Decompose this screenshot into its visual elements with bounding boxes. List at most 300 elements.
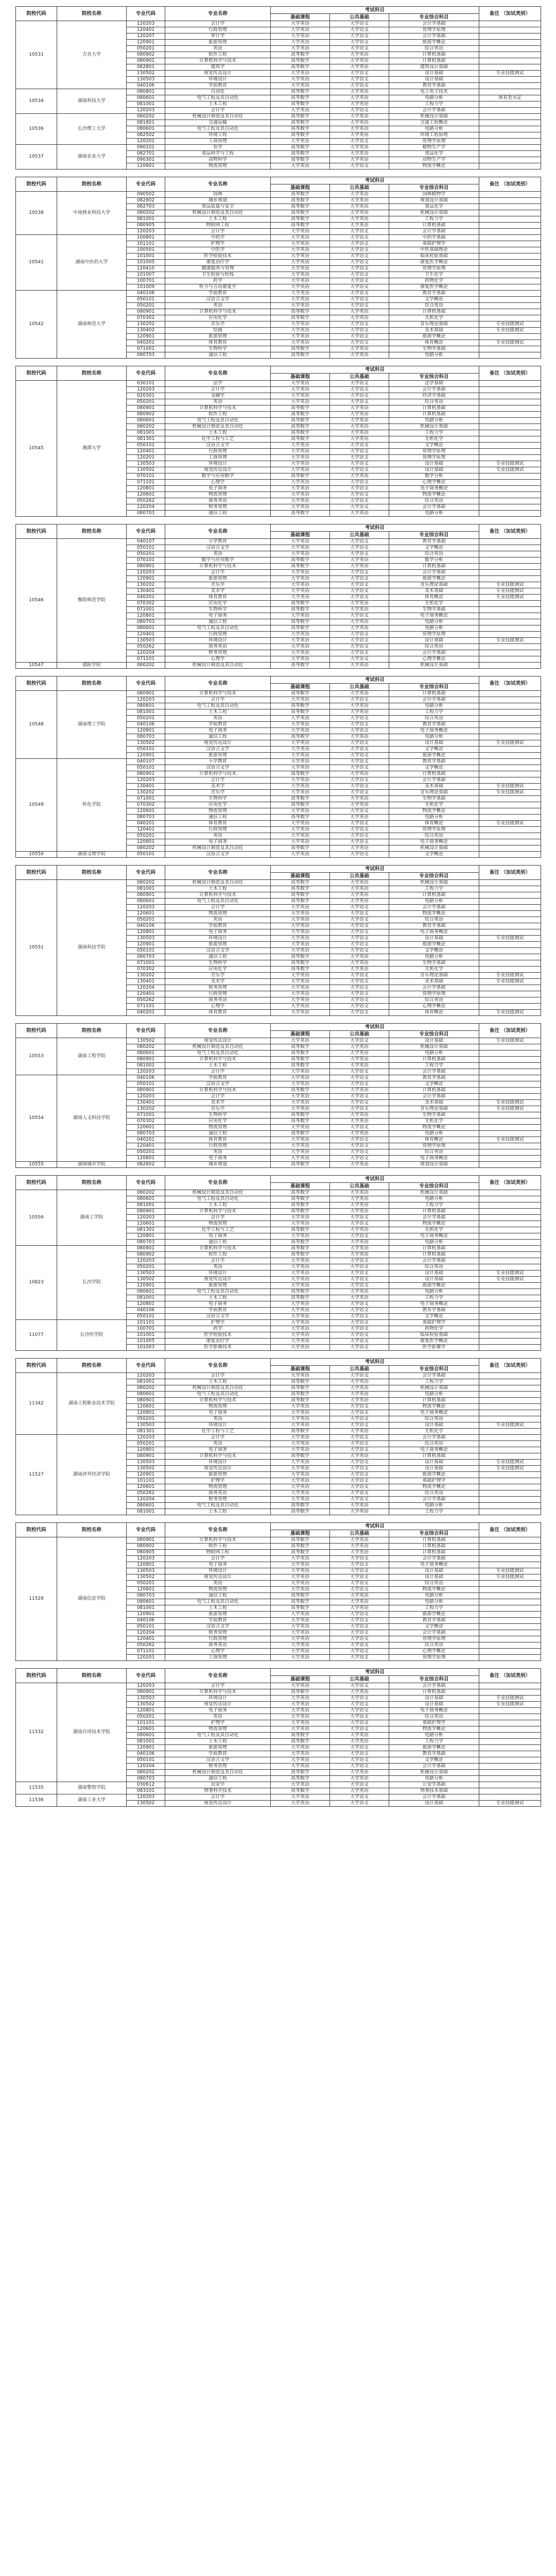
major-name: 土木工程 xyxy=(165,1605,271,1612)
public-subject: 大学语文 xyxy=(330,650,389,656)
basic-subject: 大学英语 xyxy=(271,740,330,747)
note xyxy=(479,1392,541,1398)
major-subject: 电路分析 xyxy=(389,1503,479,1509)
major-code: 130502 xyxy=(127,467,165,473)
note xyxy=(479,1556,541,1562)
note xyxy=(479,1794,541,1801)
public-subject: 大学语文 xyxy=(330,83,389,89)
major-code: 050201 xyxy=(127,551,165,557)
major-subject: 电路分析 xyxy=(389,734,479,740)
note xyxy=(479,1320,541,1326)
header-exam-subjects: 考试科目 xyxy=(271,1024,479,1031)
note: 体育类另定 xyxy=(479,95,541,101)
major-subject: 刑事技术基础 xyxy=(389,1788,479,1794)
public-subject: 大学语文 xyxy=(330,1156,389,1162)
school-code: 10545 xyxy=(16,381,57,517)
public-subject: 大学英语 xyxy=(330,691,389,697)
major-code: 100701 xyxy=(127,278,165,284)
header-major-subject: 专业综合科目 xyxy=(389,14,479,21)
basic-subject: 大学英语 xyxy=(271,1624,330,1630)
public-subject: 大学英语 xyxy=(330,1112,389,1118)
major-name: 计算机科学与技术 xyxy=(165,892,271,899)
public-subject: 大学英语 xyxy=(330,1246,389,1252)
major-name: 学前教育 xyxy=(165,722,271,728)
basic-subject: 大学英语 xyxy=(271,1587,330,1593)
major-code: 082802 xyxy=(127,1162,165,1168)
major-name: 电气工程及其自动化 xyxy=(165,1599,271,1605)
major-code: 050201 xyxy=(127,1264,165,1270)
note xyxy=(479,960,541,967)
basic-subject: 大学英语 xyxy=(271,241,330,247)
major-name: 生物科学 xyxy=(165,607,271,613)
major-code: 120203 xyxy=(127,570,165,576)
basic-subject: 高等数学 xyxy=(271,192,330,198)
public-subject: 大学英语 xyxy=(330,1776,389,1782)
major-subject: 音乐理论基础 xyxy=(389,790,479,796)
basic-subject: 高等数学 xyxy=(271,557,330,564)
header-basic-subject: 基础课程 xyxy=(271,873,330,880)
major-code: 130202 xyxy=(127,321,165,328)
major-name: 会计学 xyxy=(165,1069,271,1075)
note xyxy=(479,557,541,564)
major-code: 082802 xyxy=(127,198,165,204)
public-subject: 大学语文 xyxy=(330,1630,389,1636)
basic-subject: 大学英语 xyxy=(271,551,330,557)
major-code: 120204 xyxy=(127,985,165,991)
note xyxy=(479,1246,541,1252)
major-subject: 会计学基础 xyxy=(389,1764,479,1770)
basic-subject: 高等数学 xyxy=(271,1057,330,1063)
major-name: 软件工程 xyxy=(165,52,271,58)
major-name: 电子商务 xyxy=(165,613,271,619)
basic-subject: 大学英语 xyxy=(271,1100,330,1106)
basic-subject: 大学英语 xyxy=(271,77,330,83)
basic-subject: 高等数学 xyxy=(271,625,330,632)
basic-subject: 高等数学 xyxy=(271,418,330,424)
major-subject: 计算机基础 xyxy=(389,405,479,412)
major-name: 护理学 xyxy=(165,1478,271,1484)
public-subject: 大学英语 xyxy=(330,1063,389,1069)
basic-subject: 大学英语 xyxy=(271,905,330,911)
major-name: 计算机科学与技术 xyxy=(165,405,271,412)
school-code: 11077 xyxy=(16,1320,57,1351)
major-name: 电子商务 xyxy=(165,839,271,845)
basic-subject: 大学英语 xyxy=(271,229,330,235)
major-name: 机械设计制造及其自动化 xyxy=(165,1770,271,1776)
header-school-code: 院校代码 xyxy=(16,366,57,381)
school-code: 10534 xyxy=(16,89,57,114)
header-major-name: 专业名称 xyxy=(165,7,271,21)
basic-subject: 大学英语 xyxy=(271,40,330,46)
note xyxy=(479,1683,541,1689)
major-code: 080905 xyxy=(127,1550,165,1556)
note xyxy=(479,504,541,511)
major-subject: 美术基础 xyxy=(389,784,479,790)
public-subject: 大学英语 xyxy=(330,1788,389,1794)
basic-subject: 大学英语 xyxy=(271,1708,330,1714)
basic-subject: 大学英语 xyxy=(271,545,330,551)
basic-subject: 高等数学 xyxy=(271,691,330,697)
public-subject: 大学语文 xyxy=(330,498,389,504)
major-name: 电子商务 xyxy=(165,1410,271,1416)
major-code: 080601 xyxy=(127,1503,165,1509)
basic-subject: 大学英语 xyxy=(271,570,330,576)
major-subject: 会计学基础 xyxy=(389,1630,479,1636)
header-school-code: 院校代码 xyxy=(16,1669,57,1683)
header-basic-subject: 基础课程 xyxy=(271,1530,330,1537)
note xyxy=(479,1149,541,1156)
table-row xyxy=(16,1794,541,1801)
major-code: 130401 xyxy=(127,784,165,790)
public-subject: 大学语文 xyxy=(330,278,389,284)
major-code: 130401 xyxy=(127,588,165,595)
major-subject: 设计基础 xyxy=(389,936,479,942)
header-major-subject: 专业综合科目 xyxy=(389,374,479,381)
major-name: 物流管理 xyxy=(165,1125,271,1131)
basic-subject: 大学英语 xyxy=(271,1283,330,1289)
note xyxy=(479,923,541,929)
basic-subject: 大学英语 xyxy=(271,1782,330,1788)
major-name: 旅游管理 xyxy=(165,1745,271,1751)
basic-subject: 大学英语 xyxy=(271,911,330,917)
major-code: 120203 xyxy=(127,1556,165,1562)
major-subject: 管理学原理 xyxy=(389,449,479,455)
basic-subject: 大学英语 xyxy=(271,1574,330,1581)
public-subject: 大学英语 xyxy=(330,802,389,808)
note xyxy=(479,315,541,321)
major-name: 物联网工程 xyxy=(165,223,271,229)
major-subject: 美术基础 xyxy=(389,588,479,595)
public-subject: 大学语文 xyxy=(330,1624,389,1630)
note xyxy=(479,650,541,656)
basic-subject: 高等数学 xyxy=(271,1118,330,1125)
note xyxy=(479,1125,541,1131)
basic-subject: 大学英语 xyxy=(271,1258,330,1264)
public-subject: 大学语文 xyxy=(330,759,389,765)
basic-subject: 大学英语 xyxy=(271,1233,330,1240)
major-code: 120203 xyxy=(127,905,165,911)
basic-subject: 高等数学 xyxy=(271,120,330,126)
major-subject: 计算机基础 xyxy=(389,1398,479,1404)
major-subject: 电路分析 xyxy=(389,1593,479,1599)
basic-subject: 高等数学 xyxy=(271,619,330,625)
public-subject: 大学语文 xyxy=(330,241,389,247)
public-subject: 大学英语 xyxy=(330,564,389,570)
major-name: 机械设计制造及其自动化 xyxy=(165,845,271,852)
major-subject: 设计基础 xyxy=(389,77,479,83)
major-name: 物流管理 xyxy=(165,1404,271,1410)
major-name: 食品科学与工程 xyxy=(165,151,271,157)
major-subject: 生物学基础 xyxy=(389,960,479,967)
section-table xyxy=(15,1175,541,1351)
note xyxy=(479,145,541,151)
note xyxy=(479,1472,541,1478)
major-name: 应用化学 xyxy=(165,967,271,973)
major-subject: 无机化学 xyxy=(389,601,479,607)
note xyxy=(479,216,541,223)
table-row xyxy=(16,1782,541,1788)
public-subject: 大学语文 xyxy=(330,291,389,297)
basic-subject: 大学英语 xyxy=(271,1726,330,1733)
major-code: 120203 xyxy=(127,1258,165,1264)
major-name: 汉语言文学 xyxy=(165,1757,271,1764)
major-code: 050262 xyxy=(127,997,165,1004)
major-subject: 体育概论 xyxy=(389,595,479,601)
major-name: 财务管理 xyxy=(165,1497,271,1503)
basic-subject: 高等数学 xyxy=(271,1063,330,1069)
major-subject: 综合英语 xyxy=(389,997,479,1004)
note xyxy=(479,1094,541,1100)
header-major-subject: 专业综合科目 xyxy=(389,873,479,880)
major-name: 学前教育 xyxy=(165,291,271,297)
major-name: 审计学 xyxy=(165,33,271,40)
basic-subject: 大学英语 xyxy=(271,504,330,511)
major-code: 040201 xyxy=(127,1010,165,1016)
note xyxy=(479,1714,541,1720)
note xyxy=(479,1289,541,1295)
header-major-name: 专业名称 xyxy=(165,1359,271,1373)
note xyxy=(479,845,541,852)
basic-subject: 大学英语 xyxy=(271,266,330,272)
major-subject: 综合英语 xyxy=(389,1581,479,1587)
major-name: 应用化学 xyxy=(165,1118,271,1125)
note xyxy=(479,334,541,340)
basic-subject: 高等数学 xyxy=(271,1550,330,1556)
major-subject: 设计基础 xyxy=(389,1422,479,1429)
basic-subject: 高等数学 xyxy=(271,95,330,101)
public-subject: 大学英语 xyxy=(330,1593,389,1599)
header-major-name: 专业名称 xyxy=(165,1669,271,1683)
basic-subject: 大学英语 xyxy=(271,1720,330,1726)
major-subject: 生物学基础 xyxy=(389,346,479,352)
major-subject: 电路分析 xyxy=(389,619,479,625)
basic-subject: 高等数学 xyxy=(271,1252,330,1258)
major-code: 040201 xyxy=(127,595,165,601)
header-note: 备注 （加试类别） xyxy=(479,1024,541,1038)
major-name: 会计学 xyxy=(165,21,271,27)
major-name: 会计学 xyxy=(165,1435,271,1441)
major-code: 080902 xyxy=(127,412,165,418)
major-name: 电气工程及其自动化 xyxy=(165,1503,271,1509)
public-subject: 大学语文 xyxy=(330,1726,389,1733)
major-code: 130502 xyxy=(127,1574,165,1581)
admission-table-document xyxy=(15,6,541,1814)
major-name: 汉语言文学 xyxy=(165,765,271,771)
major-name: 护理学 xyxy=(165,1720,271,1726)
major-subject: 基础护理学 xyxy=(389,1720,479,1726)
major-name: 美术学 xyxy=(165,979,271,985)
major-code: 050201 xyxy=(127,716,165,722)
note xyxy=(479,1726,541,1733)
major-code: 080901 xyxy=(127,1689,165,1696)
major-name: 汉语言文学 xyxy=(165,1314,271,1320)
major-subject: 中医基础理论 xyxy=(389,247,479,253)
note: 专业技能测试 xyxy=(479,588,541,595)
note xyxy=(479,771,541,777)
note xyxy=(479,551,541,557)
section-table xyxy=(15,1358,541,1515)
note xyxy=(479,1630,541,1636)
note xyxy=(479,1131,541,1137)
note: 专业技能测试 xyxy=(479,1010,541,1016)
major-subject: 物流学概论 xyxy=(389,1221,479,1227)
header-major-subject: 专业综合科目 xyxy=(389,1530,479,1537)
basic-subject: 高等数学 xyxy=(271,309,330,315)
basic-subject: 大学英语 xyxy=(271,1345,330,1351)
school-code: 10823 xyxy=(16,1246,57,1320)
major-subject: 管理学原理 xyxy=(389,632,479,638)
note xyxy=(479,1562,541,1568)
major-subject: 物流学概论 xyxy=(389,492,479,498)
note xyxy=(479,291,541,297)
basic-subject: 大学英语 xyxy=(271,1156,330,1162)
basic-subject: 大学英语 xyxy=(271,1320,330,1326)
note xyxy=(479,52,541,58)
major-subject: 心理学概论 xyxy=(389,1004,479,1010)
header-school-name: 院校名称 xyxy=(57,366,127,381)
note xyxy=(479,272,541,278)
basic-subject: 大学英语 xyxy=(271,539,330,545)
public-subject: 大学语文 xyxy=(330,1683,389,1689)
major-subject: 音乐理论基础 xyxy=(389,582,479,588)
public-subject: 大学语文 xyxy=(330,1258,389,1264)
header-major-subject: 专业综合科目 xyxy=(389,1031,479,1038)
major-code: 080901 xyxy=(127,892,165,899)
basic-subject: 大学英语 xyxy=(271,27,330,33)
major-code: 080703 xyxy=(127,815,165,821)
basic-subject: 大学英语 xyxy=(271,1301,330,1308)
major-name: 软件工程 xyxy=(165,1252,271,1258)
major-name: 会计学 xyxy=(165,1373,271,1379)
header-public-subject: 公共基础 xyxy=(330,684,389,691)
basic-subject: 大学英语 xyxy=(271,486,330,492)
major-name: 心理学 xyxy=(165,1649,271,1655)
major-subject: 会计学基础 xyxy=(389,1497,479,1503)
public-subject: 大学英语 xyxy=(330,1544,389,1550)
major-subject: 教育学基础 xyxy=(389,1075,479,1081)
major-name: 土木工程 xyxy=(165,1509,271,1515)
major-code: 081001 xyxy=(127,1202,165,1209)
section-table xyxy=(15,6,541,170)
major-code: 040107 xyxy=(127,759,165,765)
public-subject: 大学英语 xyxy=(330,412,389,418)
major-code: 120401 xyxy=(127,449,165,455)
major-code: 080902 xyxy=(127,1252,165,1258)
note xyxy=(479,89,541,95)
basic-subject: 大学英语 xyxy=(271,443,330,449)
major-name: 英语 xyxy=(165,1416,271,1422)
note xyxy=(479,948,541,954)
public-subject: 大学英语 xyxy=(330,1398,389,1404)
header-basic-subject: 基础课程 xyxy=(271,184,330,192)
major-code: 120204 xyxy=(127,650,165,656)
note xyxy=(479,1581,541,1587)
basic-subject: 大学英语 xyxy=(271,985,330,991)
note xyxy=(479,83,541,89)
major-code: 081301 xyxy=(127,436,165,443)
major-subject: 教育学基础 xyxy=(389,759,479,765)
major-name: 会计学 xyxy=(165,387,271,393)
school-name: 湖南工学院 xyxy=(57,1190,127,1246)
major-code: 080901 xyxy=(127,309,165,315)
major-subject: 机械设计基础 xyxy=(389,663,479,669)
note xyxy=(479,210,541,216)
major-code: 120801 xyxy=(127,486,165,492)
major-subject: 电路分析 xyxy=(389,1289,479,1295)
major-code: 071001 xyxy=(127,960,165,967)
note xyxy=(479,1447,541,1453)
public-subject: 大学语文 xyxy=(330,827,389,833)
major-code: 120203 xyxy=(127,1069,165,1075)
public-subject: 大学英语 xyxy=(330,967,389,973)
major-name: 音乐学 xyxy=(165,790,271,796)
major-subject: 无机化学 xyxy=(389,436,479,443)
major-name: 通信工程 xyxy=(165,1240,271,1246)
school-code: 10537 xyxy=(16,145,57,170)
major-code: 120601 xyxy=(127,492,165,498)
major-subject: 会计学基础 xyxy=(389,570,479,576)
school-name: 湖南科技大学 xyxy=(57,89,127,114)
note xyxy=(479,1720,541,1726)
header-note: 备注 （加试类别） xyxy=(479,676,541,691)
major-name: 汉语言文学 xyxy=(165,1081,271,1088)
public-subject: 大学英语 xyxy=(330,625,389,632)
basic-subject: 高等数学 xyxy=(271,114,330,120)
public-subject: 大学语文 xyxy=(330,340,389,346)
note xyxy=(479,297,541,303)
note xyxy=(479,1509,541,1515)
major-code: 120801 xyxy=(127,1233,165,1240)
major-code: 120601 xyxy=(127,911,165,917)
major-name: 美术学 xyxy=(165,588,271,595)
basic-subject: 大学英语 xyxy=(271,1143,330,1149)
major-name: 数学与应用数学 xyxy=(165,557,271,564)
school-name: 湖南中医药大学 xyxy=(57,235,127,291)
major-name: 会计学 xyxy=(165,1215,271,1221)
public-subject: 大学英语 xyxy=(330,315,389,321)
note xyxy=(479,899,541,905)
major-subject: 设计基础 xyxy=(389,1038,479,1044)
basic-subject: 高等数学 xyxy=(271,1537,330,1544)
header-public-subject: 公共基础 xyxy=(330,14,389,21)
major-code: 082801 xyxy=(127,64,165,71)
major-name: 计算机科学与技术 xyxy=(165,771,271,777)
header-major-subject: 专业综合科目 xyxy=(389,684,479,691)
major-subject: 康复医学概论 xyxy=(389,1338,479,1345)
basic-subject: 大学英语 xyxy=(271,929,330,936)
basic-subject: 高等数学 xyxy=(271,880,330,886)
major-subject: 教育学基础 xyxy=(389,291,479,297)
major-name: 商务英语 xyxy=(165,1490,271,1497)
school-code: 11536 xyxy=(16,1794,57,1807)
note xyxy=(479,108,541,114)
major-name: 视觉传达设计 xyxy=(165,1702,271,1708)
basic-subject: 高等数学 xyxy=(271,1739,330,1745)
major-code: 120901 xyxy=(127,1745,165,1751)
basic-subject: 大学英语 xyxy=(271,588,330,595)
note xyxy=(479,1708,541,1714)
header-major-code: 专业代码 xyxy=(127,1176,165,1190)
major-name: 行政管理 xyxy=(165,827,271,833)
note xyxy=(479,691,541,697)
note xyxy=(479,492,541,498)
basic-subject: 大学英语 xyxy=(271,1630,330,1636)
major-code: 100701 xyxy=(127,1326,165,1332)
major-code: 080801 xyxy=(127,89,165,95)
major-subject: 生物学基础 xyxy=(389,796,479,802)
major-name: 体育教育 xyxy=(165,821,271,827)
major-subject: 机械设计基础 xyxy=(389,845,479,852)
